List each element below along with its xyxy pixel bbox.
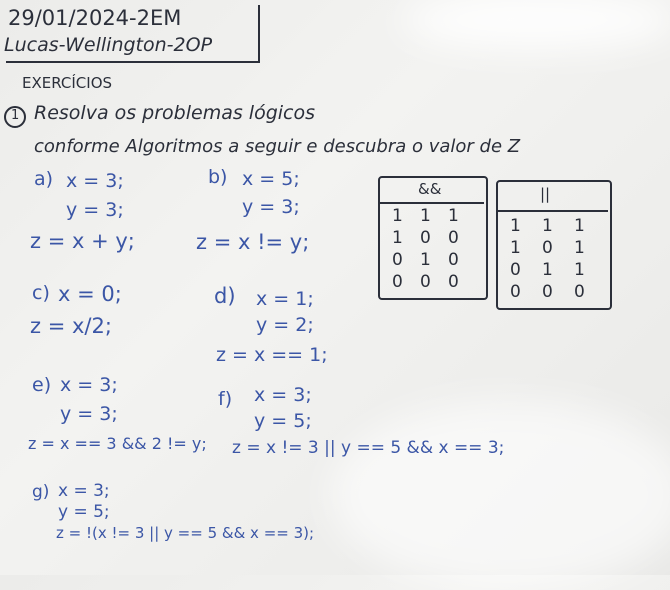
or-table-cell: 0 (542, 282, 553, 302)
exercise-f-line: z = x != 3 || y == 5 && x == 3; (232, 438, 505, 458)
exercise-b-line: y = 3; (242, 196, 300, 218)
instruction-number: 1 (11, 108, 20, 123)
or-table-header: || (540, 185, 551, 203)
and-table-cell: 0 (392, 272, 403, 292)
and-table-cell: 0 (448, 250, 459, 270)
and-table-cell: 1 (392, 206, 403, 226)
exercise-e-line: z = x == 3 && 2 != y; (28, 434, 207, 453)
and-table-cell: 1 (420, 206, 431, 226)
and-table-cell: 0 (420, 228, 431, 248)
and-table-cell: 1 (392, 228, 403, 248)
exercise-a-line: x = 3; (66, 170, 124, 192)
and-table-header: && (418, 180, 442, 198)
exercise-a-line: y = 3; (66, 199, 124, 221)
or-table-cell: 0 (510, 282, 521, 302)
section-title: EXERCÍCIOS (22, 74, 113, 92)
or-table-cell: 1 (574, 238, 585, 258)
and-table-cell: 0 (420, 272, 431, 292)
author-text: Lucas-Wellington-2OP (4, 34, 213, 56)
light-glare (400, 0, 670, 50)
exercise-g-line: x = 3; (58, 481, 110, 501)
or-table-cell: 1 (574, 260, 585, 280)
exercise-e-line: y = 3; (60, 403, 118, 425)
exercise-d-line: z = x == 1; (216, 344, 328, 366)
exercise-e-label: e) (32, 374, 52, 396)
or-table-cell: 0 (542, 238, 553, 258)
or-table-cell: 1 (574, 216, 585, 236)
table-divider (498, 210, 608, 212)
exercise-e-line: x = 3; (60, 374, 118, 396)
and-table-cell: 1 (448, 206, 459, 226)
or-table-cell: 1 (542, 260, 553, 280)
and-table-cell: 0 (392, 250, 403, 270)
or-table-cell: 1 (510, 238, 521, 258)
or-table-cell: 0 (574, 282, 585, 302)
and-table-cell: 0 (448, 228, 459, 248)
or-table-cell: 0 (510, 260, 521, 280)
exercise-c-line: z = x/2; (30, 314, 112, 338)
exercise-d-label: d) (214, 284, 236, 308)
date-text: 29/01/2024-2EM (8, 6, 182, 30)
or-table-cell: 1 (542, 216, 553, 236)
instruction-line-2: conforme Algoritmos a seguir e descubra o valor de Z (34, 136, 521, 157)
exercise-f-line: y = 5; (254, 410, 312, 432)
light-glare (330, 400, 670, 590)
and-table-cell: 0 (448, 272, 459, 292)
exercise-d-line: y = 2; (256, 314, 314, 336)
exercise-f-line: x = 3; (254, 384, 312, 406)
table-divider (380, 202, 484, 204)
exercise-d-line: x = 1; (256, 288, 314, 310)
exercise-c-line: x = 0; (58, 282, 122, 306)
exercise-g-label: g) (32, 482, 50, 502)
exercise-f-label: f) (218, 388, 233, 410)
exercise-c-label: c) (32, 282, 50, 304)
exercise-g-line: z = !(x != 3 || y == 5 && x == 3); (56, 524, 315, 542)
exercise-a-line: z = x + y; (30, 229, 135, 253)
exercise-g-line: y = 5; (58, 502, 110, 522)
exercise-a-label: a) (34, 168, 54, 190)
exercise-b-line: x = 5; (242, 168, 300, 190)
or-table-cell: 1 (510, 216, 521, 236)
exercise-b-label: b) (208, 166, 228, 188)
exercise-b-line: z = x != y; (196, 230, 310, 254)
instruction-line-1: Resolva os problemas lógicos (34, 102, 316, 124)
and-table-cell: 1 (420, 250, 431, 270)
